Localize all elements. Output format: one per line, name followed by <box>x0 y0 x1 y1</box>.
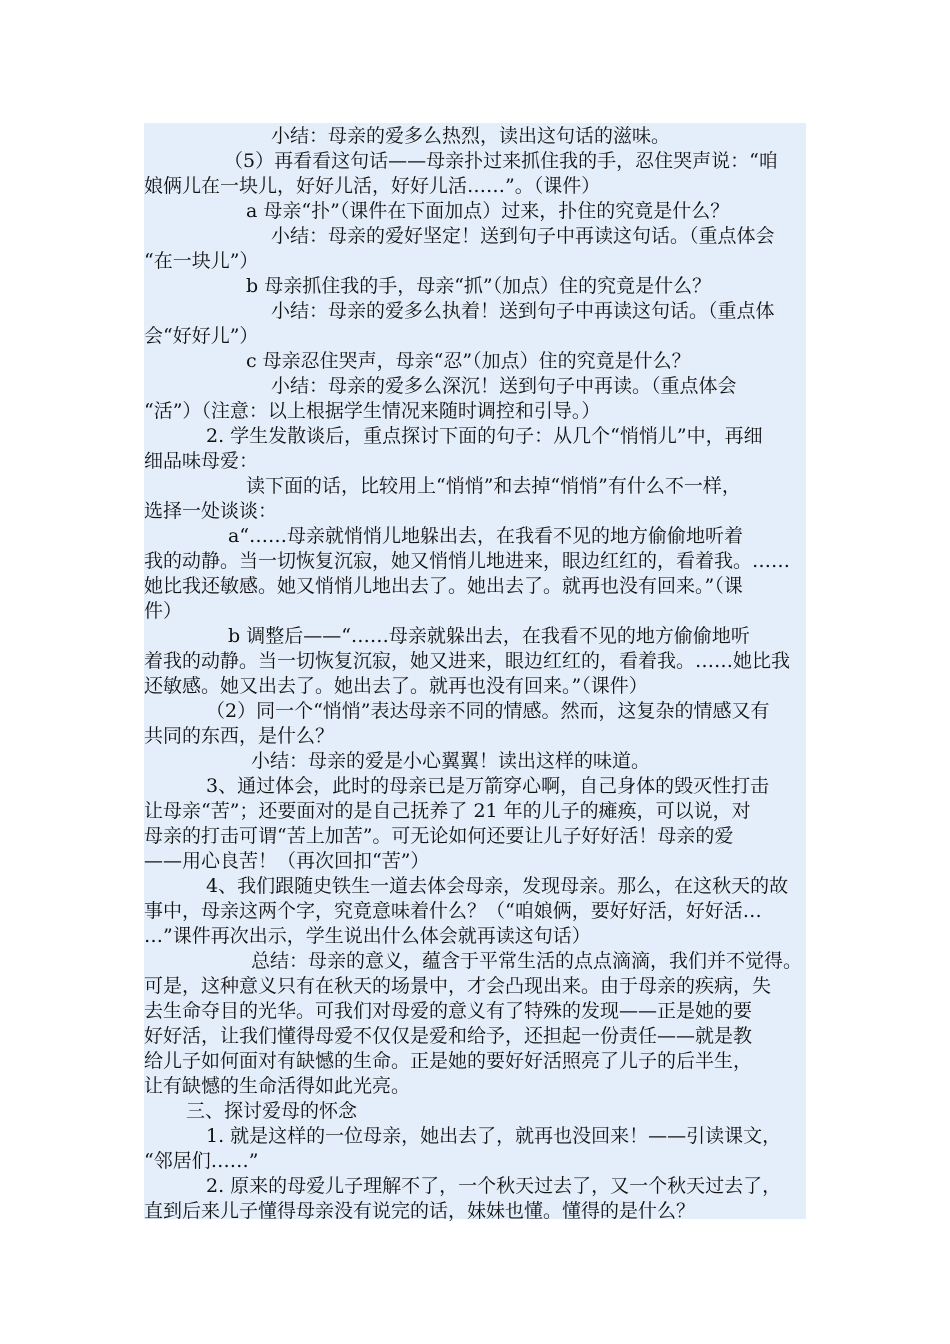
text-line: 事中，母亲这两个字，究竟意味着什么？（“咱娘俩，要好好活，好好活… <box>144 900 762 922</box>
text-line: 共同的东西，是什么？ <box>144 725 335 747</box>
text-line: 小结：母亲的爱多么热烈，读出这句话的滋味。 <box>271 125 671 147</box>
text-line: a“……母亲就悄悄儿地躲出去，在我看不见的地方偷偷地听着 <box>228 525 744 547</box>
text-line: 读下面的话，比较用上“悄悄”和去掉“悄悄”有什么不一样， <box>246 475 741 497</box>
text-line: 好好活，让我们懂得母爱不仅仅是爱和给予，还担起一份责任——就是教 <box>144 1025 753 1047</box>
text-line: “在一块儿”） <box>144 250 259 272</box>
text-line: 还敏感。她又出去了。她出去了。就再也没有回来。”（课件） <box>144 675 648 697</box>
text-line: …”课件再次出示，学生说出什么体会就再读这句话） <box>144 925 591 947</box>
text-line: 4、我们跟随史铁生一道去体会母亲，发现母亲。那么，在这秋天的故 <box>206 875 789 897</box>
text-line: 3、通过体会，此时的母亲已是万箭穿心啊，自己身体的毁灭性打击 <box>206 775 770 797</box>
text-line: a 母亲“扑”（课件在下面加点）过来，扑住的究竟是什么？ <box>246 200 730 222</box>
text-line: 着我的动静。当一切恢复沉寂，她又进来，眼边红红的，看着我。……她比我 <box>144 650 791 672</box>
text-line: 小结：母亲的爱好坚定！送到句子中再读这句话。（重点体会 <box>271 225 775 247</box>
text-line: 件） <box>144 600 183 622</box>
text-line: 2. 原来的母爱儿子理解不了，一个秋天过去了，又一个秋天过去了， <box>206 1175 782 1197</box>
text-line: “邻居们……” <box>144 1150 259 1172</box>
text-line: c 母亲忍住哭声，母亲“忍”（加点）住的究竟是什么？ <box>246 350 691 372</box>
text-line: 2. 学生发散谈后，重点探讨下面的句子：从几个“悄悄儿”中，再细 <box>206 425 763 447</box>
text-line: 可是，这种意义只有在秋天的场景中，才会凸现出来。由于母亲的疾病，失 <box>144 975 772 997</box>
text-line: b 调整后——“……母亲就躲出去，在我看不见的地方偷偷地听 <box>228 625 750 647</box>
text-line: 小结：母亲的爱是小心翼翼！读出这样的味道。 <box>251 750 651 772</box>
text-line: ——用心良苦！（再次回扣“苦”） <box>144 850 430 872</box>
text-line: 让有缺憾的生命活得如此光亮。 <box>144 1075 411 1097</box>
text-line: b 母亲抓住我的手，母亲“抓”（加点）住的究竟是什么？ <box>246 275 712 297</box>
text-line: 1. 就是这样的一位母亲，她出去了，就再也没回来！——引读课文， <box>206 1125 782 1147</box>
section-heading: 三、探讨爱母的怀念 <box>186 1100 358 1122</box>
text-line: 娘俩儿在一块儿，好好儿活，好好儿活……”。（课件） <box>144 175 601 197</box>
text-line: 母亲的打击可谓“苦上加苦”。可无论如何还要让儿子好好活！母亲的爱 <box>144 825 734 847</box>
text-line: 她比我还敏感。她又悄悄儿地出去了。她出去了。就再也没有回来。”（课 <box>144 575 743 597</box>
text-line: “活”）（注意：以上根据学生情况来随时调控和引导。） <box>144 400 601 422</box>
text-line: 去生命夺目的光华。可我们对母爱的意义有了特殊的发现——正是她的要 <box>144 1000 753 1022</box>
text-line: 让母亲“苦”；还要面对的是自己抚养了 21 年的儿子的瘫痪，可以说，对 <box>144 800 751 822</box>
text-line: 给儿子如何面对有缺憾的生命。正是她的要好好活照亮了儿子的后半生， <box>144 1050 753 1072</box>
text-line: 选择一处谈谈： <box>144 500 278 522</box>
text-line: （2）同一个“悄悄”表达母亲不同的情感。然而，这复杂的情感又有 <box>206 700 770 722</box>
text-line: （5）再看看这句话——母亲扑过来抓住我的手，忍住哭声说：“咱 <box>224 150 778 172</box>
text-line: 小结：母亲的爱多么执着！送到句子中再读这句话。（重点体 <box>271 300 775 322</box>
text-line: 我的动静。当一切恢复沉寂，她又悄悄儿地进来，眼边红红的，看着我。…… <box>144 550 791 572</box>
text-line: 细品味母爱： <box>144 450 259 472</box>
text-line: 会“好好儿”） <box>144 325 259 347</box>
text-line: 总结：母亲的意义，蕴含于平常生活的点点滴滴，我们并不觉得。 <box>251 950 803 972</box>
text-line: 小结：母亲的爱多么深沉！送到句子中再读。（重点体会 <box>271 375 737 397</box>
text-line: 直到后来儿子懂得母亲没有说完的话，妹妹也懂。懂得的是什么？ <box>144 1200 696 1222</box>
